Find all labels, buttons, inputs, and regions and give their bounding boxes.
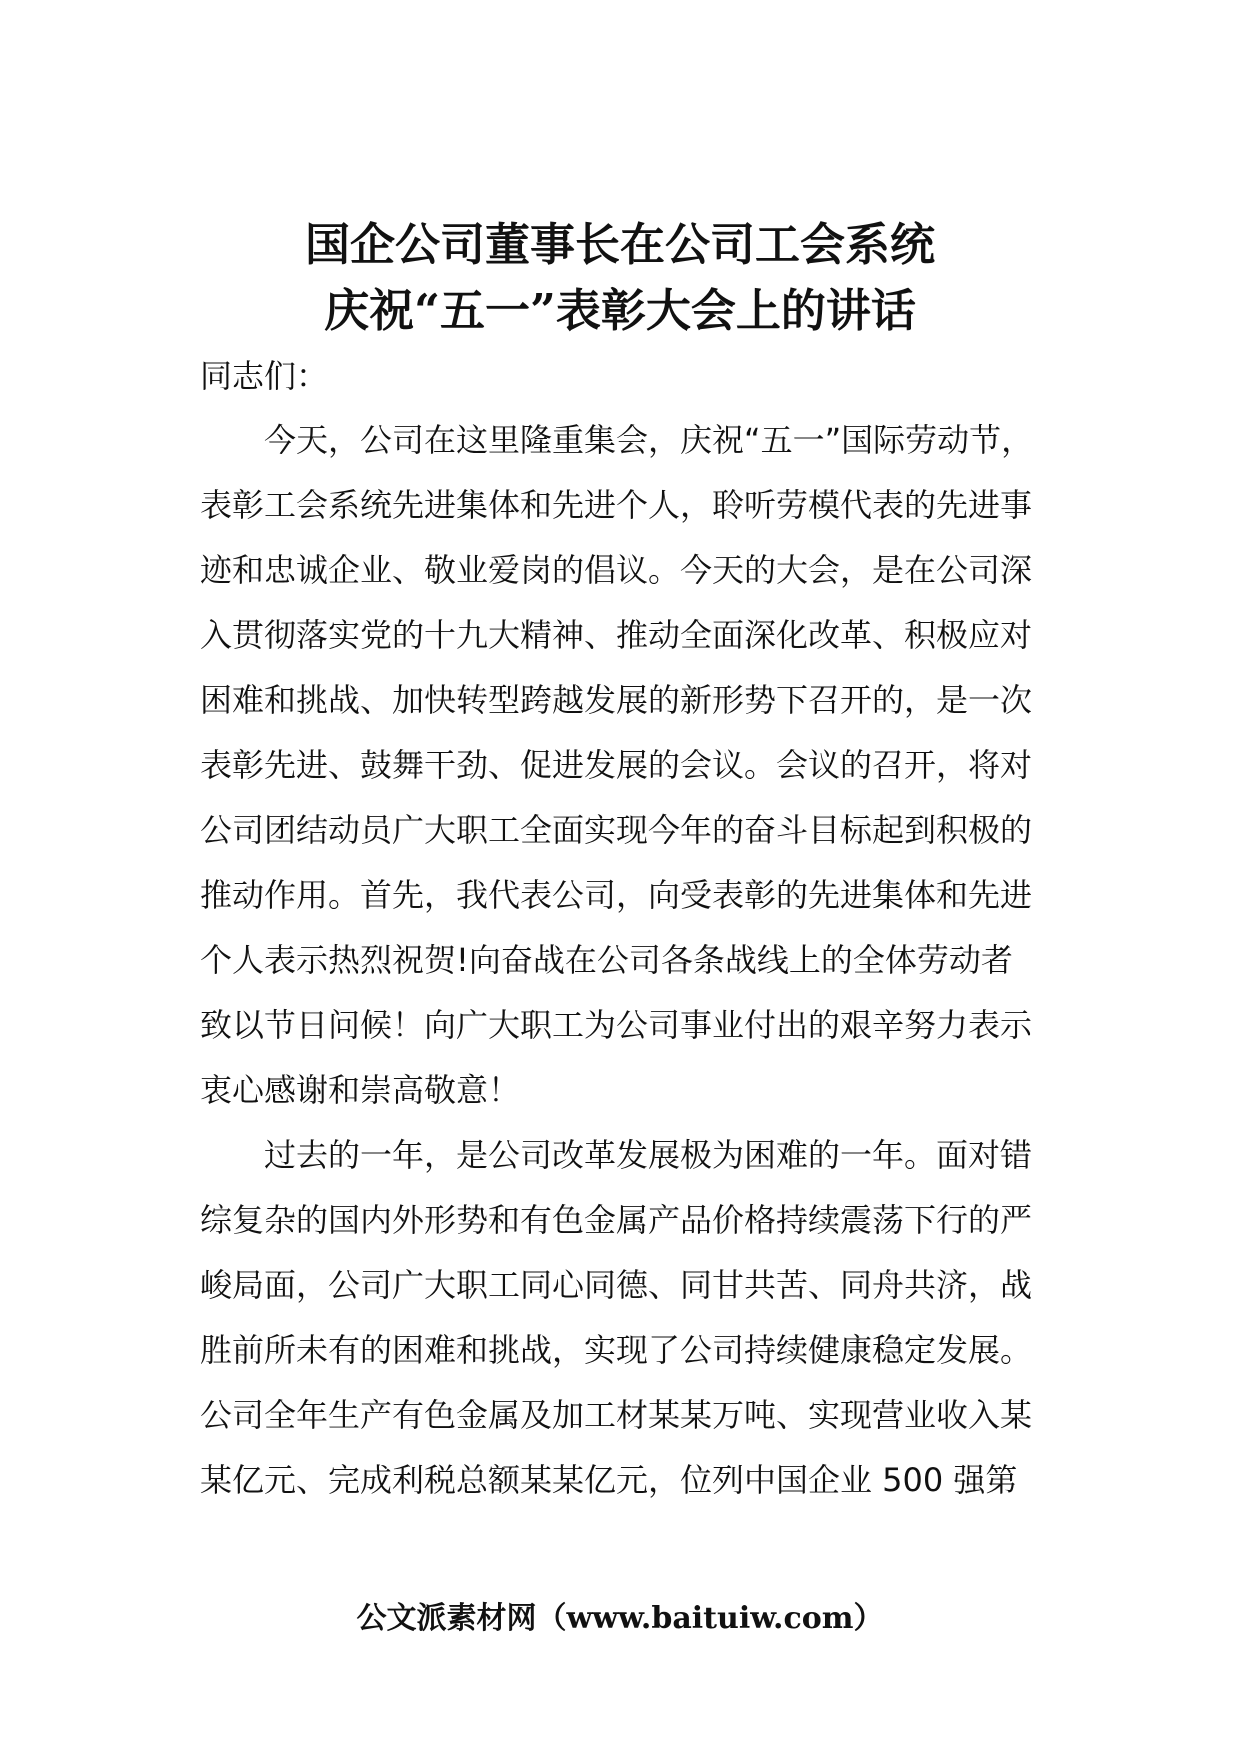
title-line-2: 庆祝“五一”表彰大会上的讲话 (324, 284, 916, 337)
paragraph-line: 衷心感谢和崇高敬意！ (200, 1071, 521, 1109)
paragraph-line: 过去的一年，是公司改革发展极为困难的一年。面对错 (264, 1136, 1033, 1174)
paragraph-line: 入贯彻落实党的十九大精神、推动全面深化改革、积极应对 (200, 616, 1033, 654)
paragraph-line: 致以节日问候！向广大职工为公司事业付出的艰辛努力表示 (200, 1006, 1033, 1044)
paragraph-1 (200, 420, 1080, 1135)
paragraph-line: 个人表示热烈祝贺!向奋战在公司各条战线上的全体劳动者 (200, 941, 1013, 979)
paragraph-line: 公司全年生产有色金属及加工材某某万吨、实现营业收入某 (200, 1396, 1033, 1434)
paragraph-2 (200, 1135, 1080, 1525)
footer-source: 公文派素材网（www.baituiw.com） (356, 1601, 884, 1636)
paragraph-line: 今天，公司在这里隆重集会，庆祝“五一”国际劳动节， (264, 421, 1034, 459)
salutation: 同志们： (200, 357, 329, 395)
paragraph-line: 推动作用。首先，我代表公司，向受表彰的先进集体和先进 (200, 876, 1033, 914)
paragraph-line: 综复杂的国内外形势和有色金属产品价格持续震荡下行的严 (200, 1201, 1033, 1239)
paragraph-line: 胜前所未有的困难和挑战，实现了公司持续健康稳定发展。 (200, 1331, 1033, 1369)
paragraph-line: 公司团结动员广大职工全面实现今年的奋斗目标起到积极的 (200, 811, 1033, 849)
paragraph-line: 表彰先进、鼓舞干劲、促进发展的会议。会议的召开，将对 (200, 746, 1033, 784)
document-title (0, 212, 1240, 344)
title-line-1: 国企公司董事长在公司工会系统 (304, 218, 935, 271)
paragraph-line: 困难和挑战、加快转型跨越发展的新形势下召开的，是一次 (200, 681, 1033, 719)
paragraph-line: 表彰工会系统先进集体和先进个人，聆听劳模代表的先进事 (200, 486, 1033, 524)
paragraph-line: 峻局面，公司广大职工同心同德、同甘共苦、同舟共济，战 (200, 1266, 1033, 1304)
paragraph-line: 某亿元、完成利税总额某某亿元，位列中国企业 500 强第 (200, 1461, 1018, 1499)
paragraph-line: 迹和忠诚企业、敬业爱岗的倡议。今天的大会，是在公司深 (200, 551, 1033, 589)
